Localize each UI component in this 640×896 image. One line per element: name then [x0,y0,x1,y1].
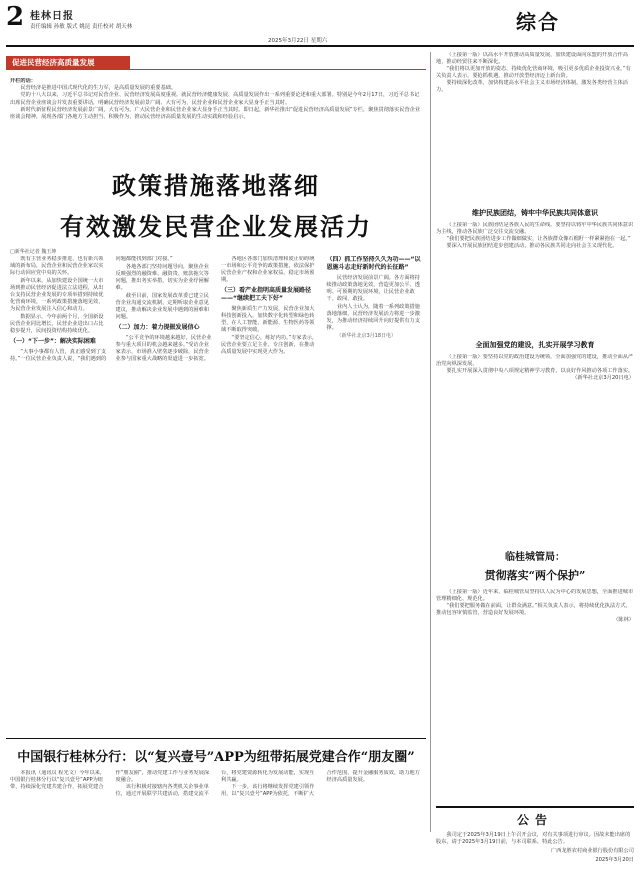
intro-paragraph: 新时代新征程民营经济发展前景广阔，大有可为。广大民营企业和民营企业家大显身手正当其时。即日起，新华社推出“促进民营经济高质量发展”专栏，聚焦贯彻落实民营企业座谈会精神，展现各部门各地方主动担当、积极作为，推动民营经济高质量发展的生动实践和经验启示。 [10,106,421,121]
byline: □新华社记者 魏玉坤 [10,249,57,255]
paragraph: “大事小事都有人管，真正感受到了支持。”一位民营企业负责人说，“我们遇到的问题都能找到部门对接。” [10,256,173,362]
right-article-top [436,52,634,200]
right-article-mid2 [436,336,634,534]
commentary-body [436,589,634,809]
paragraph: 新年以来，从加快建设全国统一大市场到推动民营经济促进法立法进程，从出台支持民营企业发展的专项举措到持续优化营商环境，一系列政策措施落地见效，为民营企业发展注入信心和动力。 [10,278,104,312]
paragraph: 要扎实开展深入贯彻中央八项规定精神学习教育，以良好作风推动各项工作落实。 [446,368,634,374]
section-title: 综合 [516,10,560,34]
paragraph: （新华社北京3月20日电） [572,375,634,381]
notice-text: 我司定于2025年3月19日上午召开会议，对有关事项进行审议。因故未能出席的股东，请于2025年3月19日前，与本司联系。特此公告。 [436,832,631,845]
paper-name: 桂林日报 [30,11,74,22]
notice-body [436,832,634,846]
column-rule [130,69,426,70]
headline-line-1: 政策措施落地落细 [112,171,320,200]
paragraph: 各地区各部门加快清理和废止妨碍统一市场和公平竞争的政策措施，依法保护民营企业产权和企业家权益，稳定市场预期。 [221,256,315,283]
headline-line-2: 有效激发民营企业发展活力 [60,212,372,241]
paragraph: 数据显示，今年前两个月，全国新设民营企业同比增长，民营企业进出口占比稳步提升，民间投资结构持续优化。 [10,314,104,334]
right-mid2-headline: 全面加强党的建设，扎实开展学习教育 [475,341,595,349]
commentary-tag: 临桂城管局： [505,552,565,563]
subheading: （三）看产业指明高质量发展路径——“继续把工夫下好” [221,287,312,302]
paragraph: 该行积极对接辖内各类机关企事业单位，通过开展联学共建活动，搭建交流平台，将党建资源转化为发展动能，实现互利共赢。 [115,770,315,797]
intro-paragraph: 党的十八大以来，习近平总书记对民营企业、民营经济发展高度重视。就民营经济健康发展、高质量发展作出一系列重要论述和重大部署。特别是今年2月17日，习近平总书记出席民营企业座谈会并发表重要讲话，明确民营经济发展前景广阔、大有可为，民营企业和民营企业家大显身手正当其时。 [10,92,420,106]
intro-block [10,78,424,150]
commentary [436,548,634,809]
subheading: （四）抓工作坚持久久为功——“以恩施斗志走好新时代的长征路” [326,256,421,271]
subheading: （二）加力：着力提振发展信心 [115,324,200,331]
dateline: （新华社北京3月18日电） [336,333,397,339]
paragraph: “我们要把民族团结进步工作做细做实，让各族群众像石榴籽一样紧紧抱在一起。” [446,236,631,242]
masthead [0,0,640,48]
article-body [10,256,424,726]
paragraph: 本报讯（通讯员 程光文）今年以来，中国银行桂林分行以“复兴壹号”APP为纽带，持续深化党建共建合作，拓展党建合作“朋友圈”，推动党建工作与业务发展深度融合。 [10,770,210,790]
paragraph: （上接第一版）以高水平开放推动高质量发展，加快建设面向东盟的开放合作高地，推动经贸往来不断深化。 [436,52,628,65]
paragraph: 民营经济发展前景广阔。各方面将持续推动政策落地见效，营造更加公平、透明、可预期的发展环境，让民营企业敢干、敢闯、敢投。 [326,275,420,302]
paragraph: （上接第一版）近年来，临桂城管局坚持以人民为中心的发展思想，全面推进城市管理精细化、规范化。 [436,589,634,602]
paragraph: “我们将以更加开放的姿态，持续优化营商环境，吸引更多优质企业投资兴业。”有关负责人表示，要抢抓机遇，推动开放型经济迈上新台阶。 [436,66,631,79]
intro-paragraph: 民营经济是推进中国式现代化的生力军，是高质量发展的重要基础。 [20,85,177,92]
intro-lead: 开栏的话： [10,78,36,84]
paragraph: “要坚定信心，练好内功。”专家表示，民营企业要立足主业、专注创新，在推动高质量发展中实现更大作为。 [221,335,318,355]
main-headline [6,160,426,242]
notice-signature: 广西龙胜农村商业银行股份有限公司 [550,848,634,854]
paragraph: 下一步，该行将继续发挥党建引领作用，以“复兴壹号”APP为依托，不断扩大合作范围，提升金融服务质效，助力地方经济高质量发展。 [221,770,420,797]
page-number: 2 [6,2,25,32]
header-rule [6,45,634,47]
paragraph: 业内人士认为，随着一系列政策措施落地落细，民营经济发展活力将进一步激发，为推动经济持续回升向好提供有力支撑。 [326,304,420,331]
paragraph: 既有主营业务稳步推进，也有新兴领域的新布局，民营企业和民营企业家以实际行动回应党中央的关怀。 [10,256,104,276]
paragraph: （上接第一版）要坚持以党的政治建设为统领，全面加强党的建设，推动全面从严治党向纵深发展。 [436,354,634,367]
right-top-body [436,52,634,200]
paragraph: （陈林） [613,617,634,623]
paragraph: 各地各部门坚持问题导向，聚焦企业反映强烈的融资难、融资贵、账款拖欠等问题，推出务实举措，切实为企业纾困解难。 [115,264,209,291]
publication-date: 2025年3月22日 星期六 [268,38,328,44]
column-divider [430,52,431,832]
paragraph: 要持续深化改革，加快构建高水平社会主义市场经济体制，激发各类经营主体活力。 [436,80,628,93]
paragraph: 聚焦新质生产力发展，民营企业加大科技创新投入，加快数字化转型和绿色转型，在人工智能、新能源、生物医药等领域不断取得突破。 [221,306,315,333]
column-label: 促进民营经济高质量发展 [6,56,130,70]
commentary-title: 贯彻落实“两个保护” [484,569,586,582]
editors-line: 责任编辑 孙敏 版式 姚昆 责任校对 胡天林 [30,24,133,30]
paragraph: “我们要把服务做在前面，让群众满意。”相关负责人表示，将持续优化执法方式，推动包容审慎监管，营造良好发展环境。 [436,603,631,616]
subheading: （一）“下一步”：解决实际困难 [10,338,96,345]
section-rule [6,738,426,739]
right-article-mid [436,204,634,332]
notice-title: 公告 [516,813,553,827]
right-mid-headline: 维护民族团结，铸牢中华民族共同体意识 [472,209,598,217]
notice-date: 2025年3月20日 [595,857,634,863]
right-mid2-body [436,354,634,534]
bank-headline: 中国银行桂林分行：以“复兴壹号”APP为纽带拓展党建合作“朋友圈” [17,750,415,765]
bank-body [10,770,424,890]
paragraph: “公平竞争的环境越来越好，民营企业参与重大项目的机会越来越多。”受访企业家表示，市场准入壁垒逐步破除，民营企业参与国家重大战略的渠道进一步拓宽。 [115,335,212,362]
right-mid-body [436,222,634,332]
notice-box [436,806,634,890]
paragraph: 要深入开展民族团结进步创建活动，推动各民族共同走向社会主义现代化。 [446,243,618,249]
paragraph: 截至目前，国家发展改革委已建立民营企业沟通交流机制，定期听取企业意见建议，推动解决企业发展中遇到的困难和问题。 [115,293,209,320]
paragraph: （上接第一版）民族团结是各族人民的生命线。要坚持以铸牢中华民族共同体意识为主线，推动各民族广泛交往交流交融。 [436,222,634,235]
